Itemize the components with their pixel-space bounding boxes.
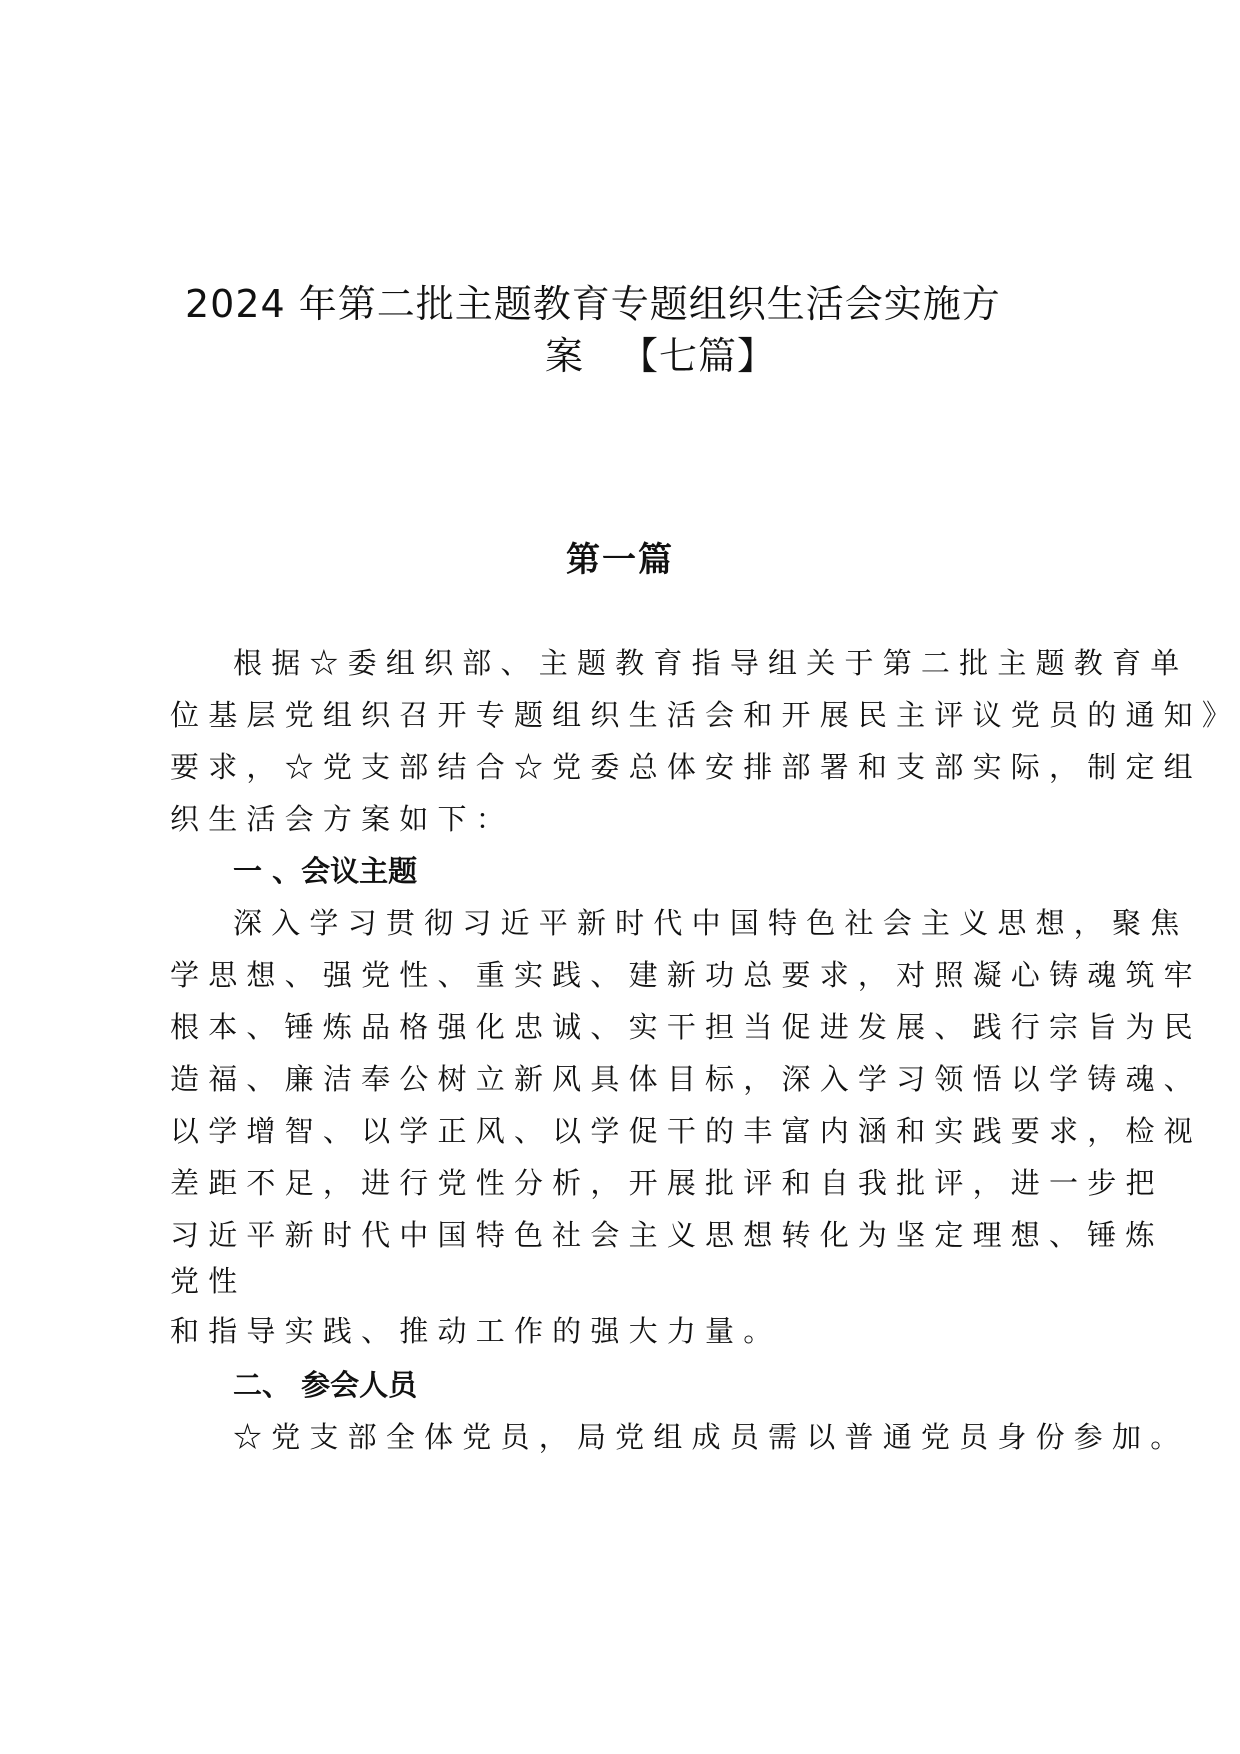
paragraph-line: 习 近 平 新 时 代 中 国 特 色 社 会 主 义 思 想 转 化 为 坚 定 理 想 、 锤 炼 (170, 1218, 1155, 1252)
paragraph-line: 以 学 增 智 、 以 学 正 风 、 以 学 促 干 的 丰 富 内 涵 和 实 践 要 求 ， 检 视 (170, 1114, 1193, 1148)
paragraph-line: 织 生 活 会 方 案 如 下 ： (170, 802, 505, 836)
paragraph-line: 要 求 ， ☆ 党 支 部 结 合 ☆ 党 委 总 体 安 排 部 署 和 支 部 实 际 ， 制 定 组 (170, 750, 1193, 784)
paragraph-line: 深 入 学 习 贯 彻 习 近 平 新 时 代 中 国 特 色 社 会 主 义 思 想 ， 聚 焦 (233, 906, 1180, 940)
title-line-1: 2024 年第二批主题教育专题组织生活会实施方 (185, 282, 1001, 326)
paragraph-line: 造 福 、 廉 洁 奉 公 树 立 新 风 具 体 目 标 ， 深 入 学 习 领 悟 以 学 铸 魂 、 (170, 1062, 1193, 1096)
title-line-2-word: 案 (545, 334, 585, 378)
paragraph-line: 党 性 (170, 1264, 238, 1298)
title-line-2-bracket: 【七篇】 (620, 334, 777, 378)
paragraph-line: 根 据 ☆ 委 组 织 部 、 主 题 教 育 指 导 组 关 于 第 二 批 主 题 教 育 单 (233, 646, 1180, 680)
section-heading-topic: 一 、会议主题 (233, 854, 418, 888)
paragraph-line: 学 思 想 、 强 党 性 、 重 实 践 、 建 新 功 总 要 求 ， 对 照 凝 心 铸 魂 筑 牢 (170, 958, 1193, 992)
document-title (150, 278, 1050, 382)
paragraph-line: 和 指 导 实 践 、 推 动 工 作 的 强 大 力 量 。 (170, 1314, 773, 1348)
paragraph-line: 差 距 不 足 ， 进 行 党 性 分 析 ， 开 展 批 评 和 自 我 批 评 ， 进 一 步 把 (170, 1166, 1155, 1200)
paragraph-line: 根 本 、 锤 炼 品 格 强 化 忠 诚 、 实 干 担 当 促 进 发 展 、 践 行 宗 旨 为 民 (170, 1010, 1193, 1044)
paragraph-line: ☆ 党 支 部 全 体 党 员 ， 局 党 组 成 员 需 以 普 通 党 员 身 份 参 加 。 (233, 1420, 1180, 1454)
paragraph-line: 位 基 层 党 组 织 召 开 专 题 组 织 生 活 会 和 开 展 民 主 评 议 党 员 的 通 知 》 (170, 698, 1231, 732)
section-heading-attendees: 二、 参会人员 (233, 1368, 418, 1402)
title-line-2 (150, 330, 1050, 382)
chapter-heading: 第一篇 (566, 540, 674, 580)
